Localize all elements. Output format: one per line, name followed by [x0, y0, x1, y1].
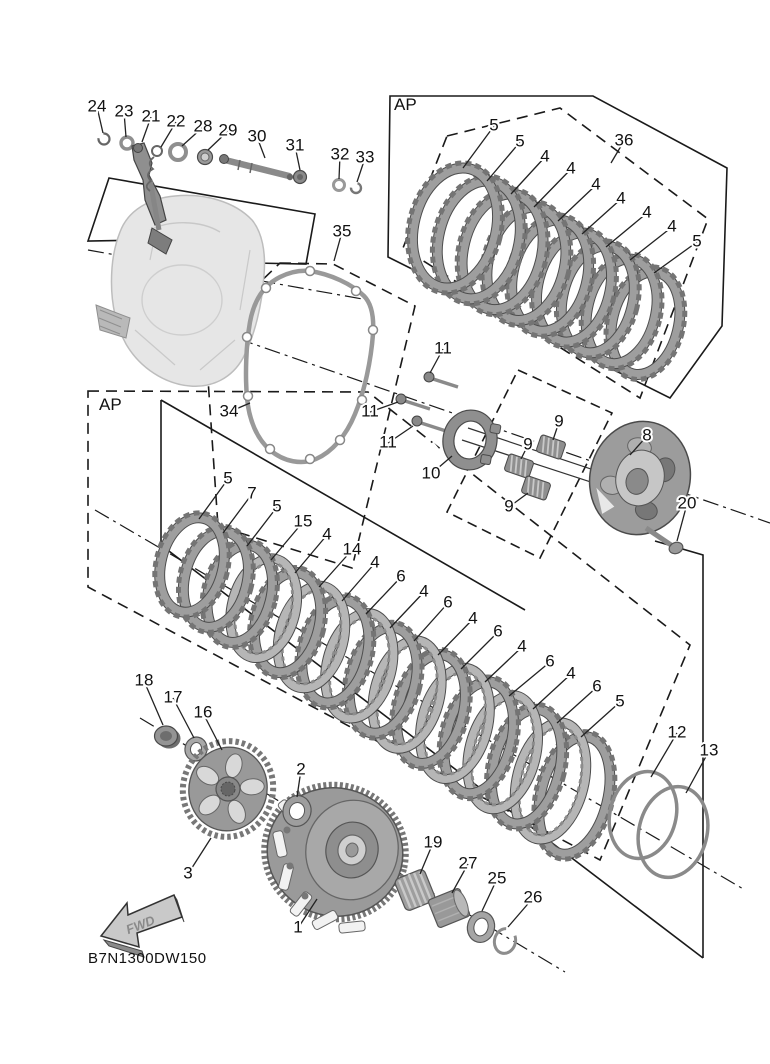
part-label-32: 32	[330, 144, 350, 164]
part-label-13: 13	[699, 740, 719, 760]
clutch-spring-9c	[521, 475, 551, 500]
leader-line-6	[557, 687, 597, 723]
part-label-28: 28	[193, 116, 213, 136]
clip-24	[99, 134, 110, 145]
leader-line-5	[581, 702, 620, 737]
clutch-housing-1	[250, 770, 420, 937]
fwd-label: FWD	[123, 912, 157, 938]
part-label-6: 6	[443, 592, 453, 612]
part-label-5: 5	[692, 231, 702, 251]
part-label-16: 16	[193, 702, 213, 722]
part-label-34: 34	[219, 401, 239, 421]
part-label-24: 24	[87, 96, 107, 116]
part-label-4: 4	[642, 202, 652, 222]
ap-label-bottom: AP	[99, 395, 122, 414]
part-label-11: 11	[379, 432, 397, 452]
part-label-17: 17	[163, 687, 183, 707]
nut-31	[294, 171, 307, 184]
part-label-9: 9	[554, 411, 564, 431]
bolt-11-c	[412, 416, 446, 431]
part-label-5: 5	[489, 115, 499, 135]
fwd-arrow	[101, 895, 184, 957]
part-label-2: 2	[296, 759, 306, 779]
part-label-5: 5	[515, 131, 525, 151]
part-label-4: 4	[468, 608, 478, 628]
part-label-35: 35	[332, 221, 352, 241]
part-label-26: 26	[523, 887, 543, 907]
ap-label-top: AP	[394, 95, 417, 114]
part-label-4: 4	[616, 188, 626, 208]
part-label-4: 4	[566, 158, 576, 178]
part-label-9: 9	[504, 496, 514, 516]
part-label-14: 14	[342, 539, 362, 559]
part-label-27: 27	[458, 853, 478, 873]
part-label-12: 12	[667, 722, 687, 742]
part-label-4: 4	[419, 581, 429, 601]
clutch-spring-9a	[536, 434, 566, 459]
part-label-4: 4	[517, 636, 527, 656]
crankcase-sketch	[96, 195, 265, 386]
part-label-3: 3	[183, 863, 193, 883]
part-label-4: 4	[566, 663, 576, 683]
leader-line-4	[630, 227, 672, 260]
part-label-4: 4	[540, 146, 550, 166]
part-label-5: 5	[615, 691, 625, 711]
bolt-20	[646, 528, 684, 556]
part-label-11: 11	[434, 338, 452, 358]
part-label-22: 22	[166, 111, 186, 131]
diagram-code: B7N1300DW150	[88, 950, 207, 967]
part-label-4: 4	[591, 174, 601, 194]
part-label-25: 25	[487, 868, 507, 888]
leader-line-4	[606, 213, 647, 247]
part-label-20: 20	[677, 493, 697, 513]
leader-line-5	[654, 242, 697, 273]
part-label-19: 19	[423, 832, 443, 852]
part-label-23: 23	[114, 101, 134, 121]
seal-28	[170, 144, 186, 160]
nut-18	[155, 726, 181, 749]
part-label-5: 5	[223, 468, 233, 488]
part-label-10: 10	[421, 463, 441, 483]
part-label-6: 6	[493, 621, 503, 641]
part-label-4: 4	[667, 216, 677, 236]
part-label-36: 36	[614, 130, 634, 150]
bolt-11-a	[424, 372, 458, 387]
main-box-right	[655, 541, 703, 958]
bearing-29	[198, 150, 213, 165]
clutch-spring-9b	[504, 453, 534, 478]
part-label-30: 30	[247, 126, 267, 146]
part-label-21: 21	[141, 106, 161, 126]
part-label-31: 31	[285, 135, 305, 155]
part-label-6: 6	[592, 676, 602, 696]
part-label-29: 29	[218, 120, 238, 140]
part-label-8: 8	[642, 425, 652, 445]
push-rod-30	[220, 155, 294, 181]
washer-32	[334, 180, 345, 191]
part-label-7: 7	[247, 483, 257, 503]
part-label-15: 15	[293, 511, 313, 531]
part-label-18: 18	[134, 670, 154, 690]
washer-23	[121, 137, 133, 149]
bolt-11-b	[396, 394, 430, 409]
pressure-plate-8	[578, 411, 703, 546]
part-label-4: 4	[322, 524, 332, 544]
cover-gasket-34	[243, 267, 378, 464]
part-label-5: 5	[272, 496, 282, 516]
part-label-6: 6	[396, 566, 406, 586]
clip-33	[351, 183, 361, 193]
leader-line-4	[582, 199, 621, 234]
part-label-4: 4	[370, 552, 380, 572]
part-label-9: 9	[523, 434, 533, 454]
part-label-11: 11	[361, 401, 379, 421]
part-label-33: 33	[355, 147, 375, 167]
part-label-6: 6	[545, 651, 555, 671]
leader-line-6	[509, 662, 550, 696]
part-label-1: 1	[293, 917, 303, 937]
